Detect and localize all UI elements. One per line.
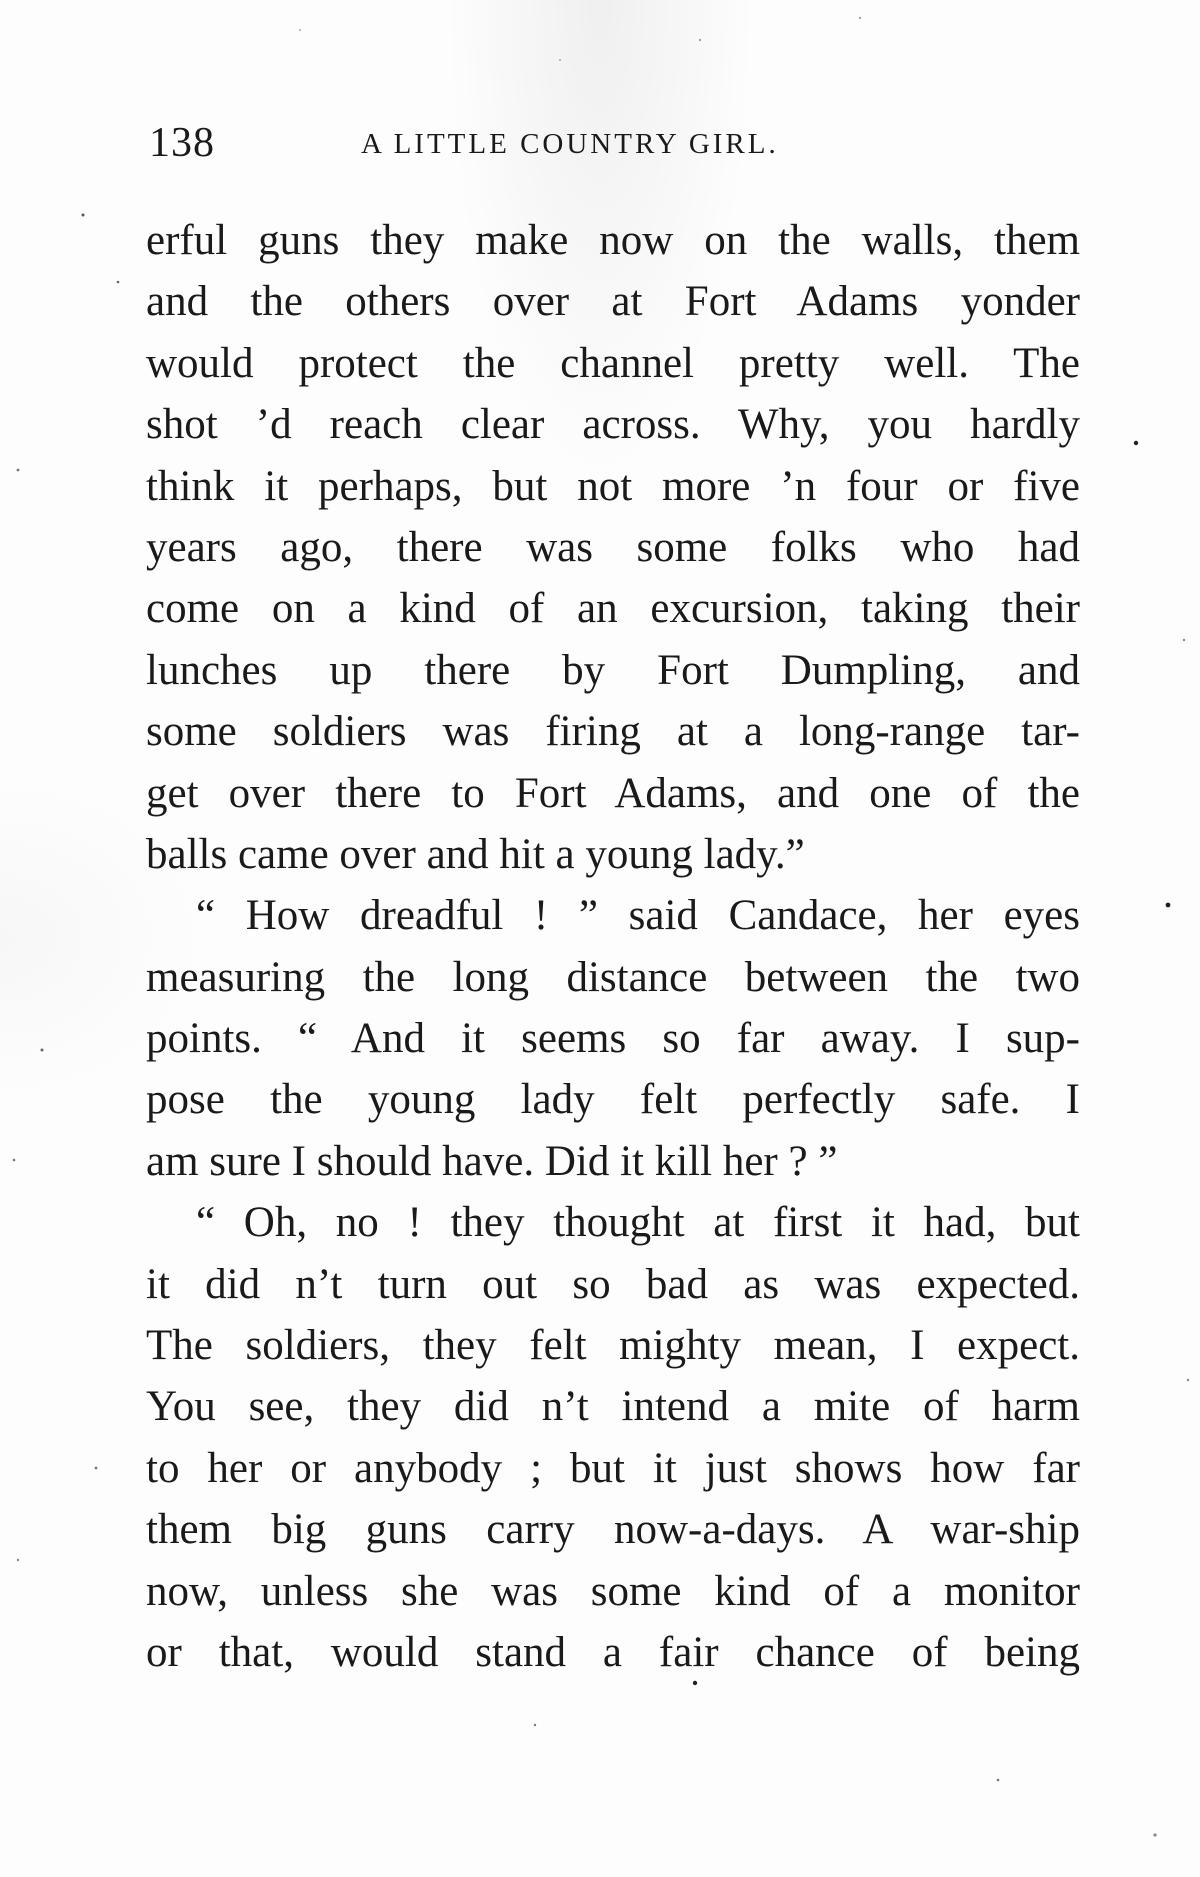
text-line: shot ’d reach clear across. Why, you hardly	[146, 401, 1080, 449]
text-line: measuring the long distance between the two	[146, 953, 1080, 1001]
text-line: get over there to Fort Adams, and one of the	[146, 769, 1080, 817]
text-line: would protect the channel pretty well. The	[146, 339, 1080, 387]
text-line: am sure I should have. Did it kill her ? ”	[146, 1137, 838, 1185]
text-line: now, unless she was some kind of a monitor	[146, 1567, 1080, 1615]
text-line: erful guns they make now on the walls, them	[146, 217, 1080, 264]
text-line: You see, they did n’t intend a mite of harm	[146, 1383, 1080, 1431]
text-line: come on a kind of an excursion, taking their	[146, 585, 1080, 633]
text-line: them big guns carry now-a-days. A war-ship	[146, 1506, 1080, 1554]
text-line: or that, would stand a fair chance of being	[146, 1628, 1080, 1676]
text-line: The soldiers, they felt mighty mean, I expect.	[146, 1322, 1080, 1370]
text-line: to her or anybody ; but it just shows how far	[146, 1444, 1080, 1492]
text-line: “ How dreadful ! ” said Candace, her eyes	[196, 892, 1080, 940]
body-text	[146, 210, 1080, 1683]
text-line: pose the young lady felt perfectly safe. I	[146, 1076, 1080, 1124]
page-number: 138	[149, 120, 215, 166]
text-line: think it perhaps, but not more ’n four or five	[146, 462, 1080, 510]
running-header	[149, 118, 1084, 168]
text-line: some soldiers was firing at a long-range tar-	[146, 708, 1080, 756]
text-line: years ago, there was some folks who had	[146, 523, 1080, 571]
running-title: A LITTLE COUNTRY GIRL.	[361, 128, 779, 160]
text-line: points. “ And it seems so far away. I sup-	[146, 1015, 1080, 1063]
text-line: it did n’t turn out so bad as was expected.	[146, 1260, 1080, 1308]
text-line: “ Oh, no ! they thought at first it had, but	[196, 1199, 1080, 1247]
text-line: lunches up there by Fort Dumpling, and	[146, 646, 1080, 694]
text-line: balls came over and hit a young lady.”	[146, 830, 805, 878]
text-line: and the others over at Fort Adams yonder	[146, 278, 1080, 326]
